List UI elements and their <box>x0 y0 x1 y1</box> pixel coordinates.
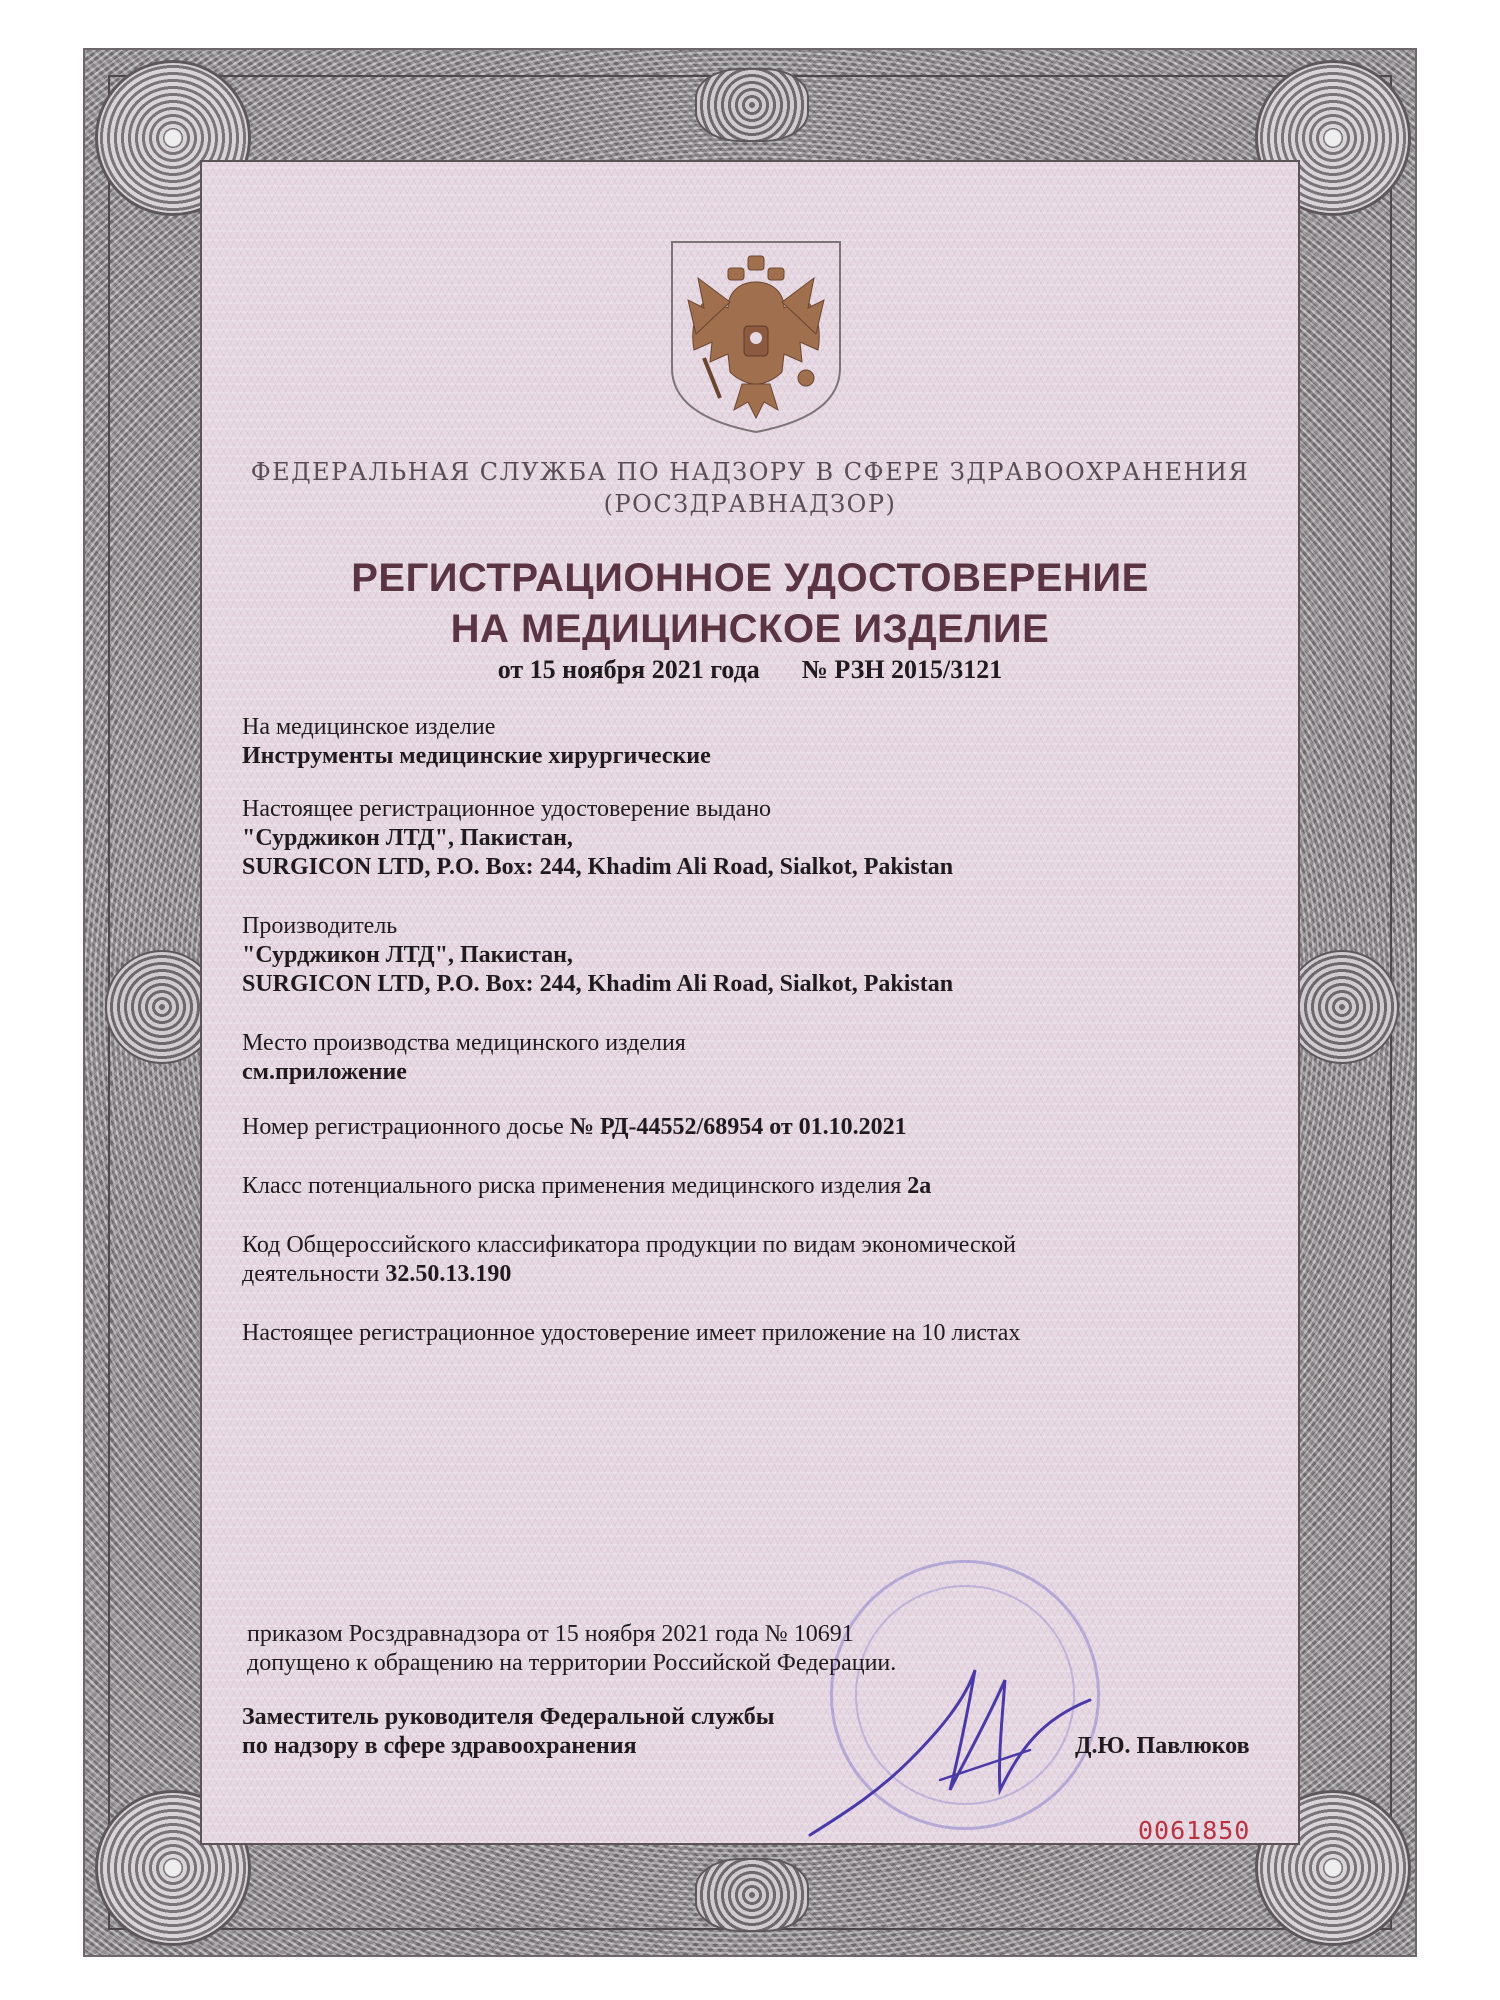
okpd-line2 <box>242 1260 1252 1289</box>
appendix-note: Настоящее регистрационное удостоверение имеет приложение на 10 листах <box>242 1320 1021 1346</box>
risk-class-value: 2а <box>907 1173 932 1199</box>
production-site-label: Место производства медицинского изделия <box>242 1030 686 1056</box>
okpd-label-line2: деятельности <box>242 1261 380 1287</box>
manufacturer-company-ru: "Сурджикон ЛТД", Пакистан, <box>242 942 573 968</box>
registration-number: № РЗН 2015/3121 <box>801 655 1003 684</box>
production-site-value: см.приложение <box>242 1059 407 1085</box>
signature-icon <box>790 1640 1110 1850</box>
dossier-label: Номер регистрационного досье <box>242 1114 564 1140</box>
coat-of-arms-icon <box>668 238 844 436</box>
signer-title-line1: Заместитель руководителя Федеральной службы <box>242 1704 775 1730</box>
manufacturer-company-en: SURGICON LTD, P.O. Box: 244, Khadim Ali Road, Sialkot, Pakistan <box>242 971 954 997</box>
issue-date: от 15 ноября 2021 года <box>497 655 760 684</box>
issue-date-line <box>200 655 1300 685</box>
side-rosette-icon <box>1285 950 1399 1064</box>
signer-name: Д.Ю. Павлюков <box>1075 1733 1250 1759</box>
agency-abbreviation: (РОСЗДРАВНАДЗОР) <box>603 490 897 518</box>
dossier-line <box>242 1113 1252 1142</box>
issued-to-label: Настоящее регистрационное удостоверение выдано <box>242 796 772 822</box>
device-label: На медицинское изделие <box>242 714 496 740</box>
order-line-1: приказом Росздравнадзора от 15 ноября 2021 года № 10691 <box>247 1621 854 1647</box>
okpd-code: 32.50.13.190 <box>385 1261 512 1287</box>
signer-title-line2: по надзору в сфере здравоохранения <box>242 1733 637 1759</box>
risk-class-label: Класс потенциального риска применения медицинского изделия <box>242 1173 902 1199</box>
order-line-2: допущено к обращению на территории Российской Федерации. <box>247 1650 897 1676</box>
dossier-number: № РД-44552/68954 от 01.10.2021 <box>569 1114 907 1140</box>
top-rosette-icon <box>695 68 809 142</box>
serial-number: 0061850 <box>1138 1816 1251 1845</box>
okpd-label-line1: Код Общероссийского классификатора продукции по видам экономической <box>242 1232 1016 1258</box>
device-name: Инструменты медицинские хирургические <box>242 743 711 769</box>
agency-name: ФЕДЕРАЛЬНАЯ СЛУЖБА ПО НАДЗОРУ В СФЕРЕ ЗДРАВООХРАНЕНИЯ <box>250 458 1250 486</box>
risk-class-line <box>242 1172 1252 1201</box>
document-title: РЕГИСТРАЦИОННОЕ УДОСТОВЕРЕНИЕ <box>351 556 1149 600</box>
document-subtitle: НА МЕДИЦИНСКОЕ ИЗДЕЛИЕ <box>450 607 1050 651</box>
manufacturer-label: Производитель <box>242 913 398 939</box>
issued-to-company-en: SURGICON LTD, P.O. Box: 244, Khadim Ali Road, Sialkot, Pakistan <box>242 854 954 880</box>
issued-to-company-ru: "Сурджикон ЛТД", Пакистан, <box>242 825 573 851</box>
bottom-rosette-icon <box>695 1858 809 1932</box>
